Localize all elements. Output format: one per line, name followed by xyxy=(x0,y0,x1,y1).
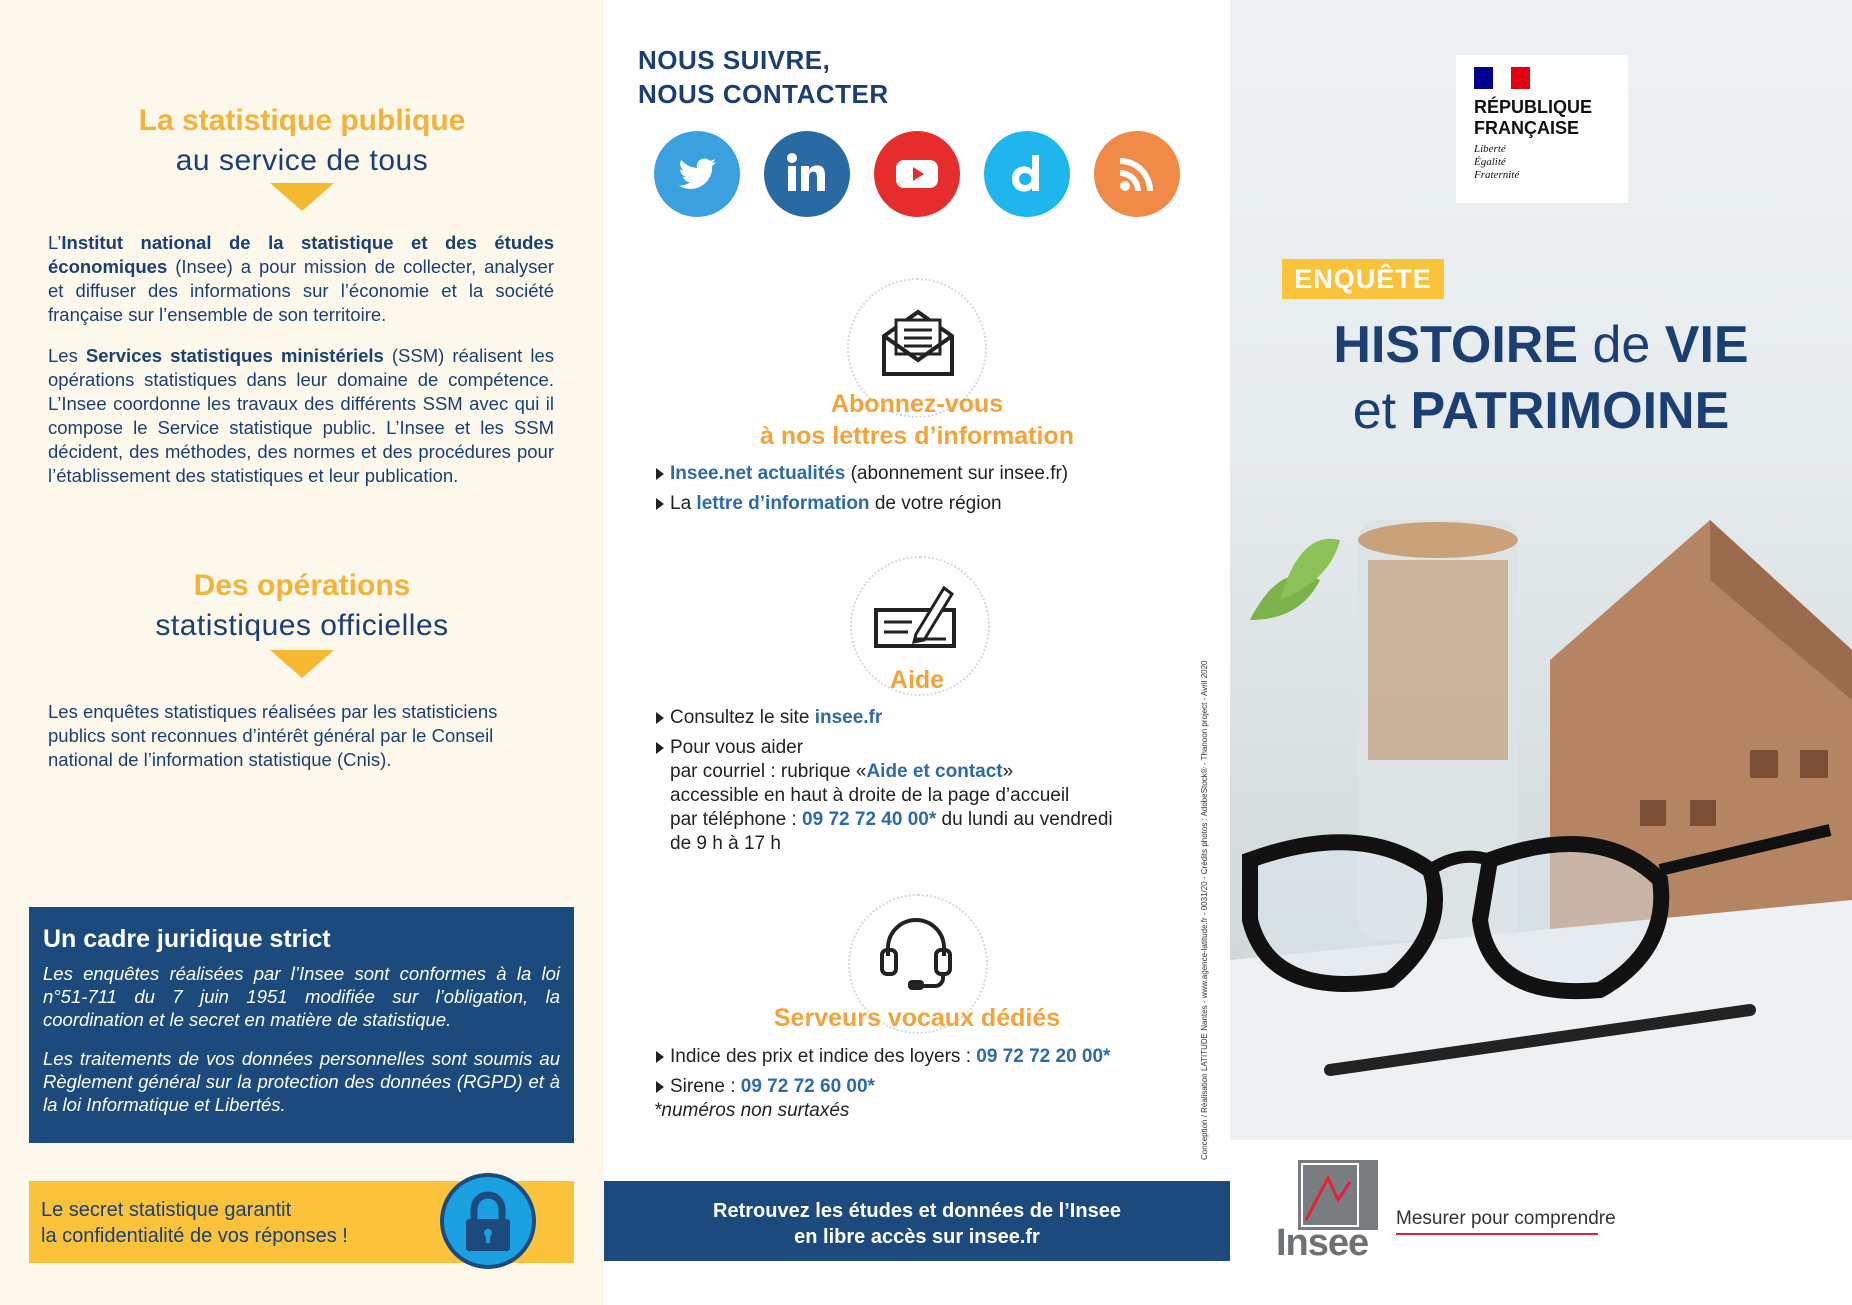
section-title-official-operations xyxy=(0,569,604,643)
rf-line1: RÉPUBLIQUE xyxy=(1474,97,1593,117)
check-signature-icon xyxy=(872,582,958,657)
aide-line: par courriel : rubrique «Aide et contact» xyxy=(670,761,1014,782)
list-item: La lettre d’information de votre région xyxy=(654,492,1214,516)
serveurs-title: Serveurs vocaux dédiés xyxy=(773,1004,1061,1032)
legal-paragraph-2: Les traitements de vos données personnelles sont soumis au Règlement général sur la protection des données (RGPD) et à la loi Informatique et Libertés. xyxy=(43,1048,560,1115)
serveurs-list xyxy=(654,1045,1214,1129)
banner-line2: en libre accès sur insee.fr xyxy=(794,1226,1040,1248)
insee-fr-link[interactable]: insee.fr xyxy=(814,707,883,728)
legal-framework-box xyxy=(29,907,574,1143)
newsletter-list xyxy=(654,462,1214,522)
heading-line2: NOUS CONTACTER xyxy=(638,79,889,109)
legal-title: Un cadre juridique strict xyxy=(43,925,331,953)
credits-text: Conception / Réalisation LATITUDE Nantes - www.agence-latitude.fr - 0031/20 - Crédits photos : AdobeStock® - Thanoon project - Avril 2020 xyxy=(1200,660,1209,1160)
dailymotion-icon[interactable] xyxy=(984,131,1070,217)
list-item: Indice des prix et indice des loyers : 09 72 72 20 00* xyxy=(654,1045,1214,1069)
paragraph-insee-mission: L’Institut national de la statistique et des études économiques (Insee) a pour mission de collecter, analyser et diffuser des informations sur l’économie et la société française sur l’ensemble de son territoire. xyxy=(48,232,554,325)
banner-line1: Retrouvez les études et données de l’Insee xyxy=(713,1200,1121,1222)
phone-sirene-link[interactable]: 09 72 72 60 00* xyxy=(740,1076,875,1097)
republique-francaise-logo xyxy=(1456,55,1628,203)
section-title-line2: statistiques officielles xyxy=(155,609,449,642)
aide-title: Aide xyxy=(889,666,945,694)
aide-line: Pour vous aider xyxy=(670,737,804,758)
rf-motto-2: Égalité xyxy=(1474,156,1506,168)
aide-line: par téléphone : 09 72 72 40 00* du lundi au vendredi xyxy=(670,809,1113,830)
aide-line: accessible en haut à droite de la page d’accueil xyxy=(670,785,1070,806)
rss-icon[interactable] xyxy=(1094,131,1180,217)
newsletter-title-line2: à nos lettres d’information xyxy=(760,422,1074,450)
paragraph-ssm: Les Services statistiques ministériels (SSM) réalisent les opérations statistiques dans leur domaine de compétence. L’Insee coordonne les travaux des différents SSM avec qui il compose le Service statistique public. L’Insee et les SSM décident, des méthodes, des normes et des procédures pour l’établissement des statistiques et leur publication. xyxy=(48,345,555,486)
list-item: Sirene : 09 72 72 60 00* xyxy=(654,1075,1214,1099)
section-title-line2: au service de tous xyxy=(175,144,429,177)
twitter-icon[interactable] xyxy=(654,131,740,217)
list-item: Insee.net actualités (abonnement sur insee.fr) xyxy=(654,462,1214,486)
aide-list xyxy=(654,706,1214,862)
envelope-icon xyxy=(880,308,956,383)
rf-title xyxy=(1474,97,1628,139)
section-title-line1: Des opérations xyxy=(193,569,411,602)
rf-line2: FRANÇAISE xyxy=(1474,118,1580,138)
triangle-down-icon xyxy=(270,650,334,678)
french-flag-icon xyxy=(1474,67,1530,89)
phone-indices-link[interactable]: 09 72 72 20 00* xyxy=(976,1046,1111,1067)
insee-logo xyxy=(1276,1160,1378,1264)
cover-title-line1: HISTOIRE de VIE xyxy=(1333,316,1749,374)
secret-line1: Le secret statistique garantit xyxy=(41,1199,292,1221)
youtube-icon[interactable] xyxy=(874,131,960,217)
newsletter-title xyxy=(604,388,1230,452)
list-item xyxy=(654,736,1214,856)
insee-tagline: Mesurer pour comprendre xyxy=(1396,1208,1616,1229)
headset-icon xyxy=(876,916,956,997)
triangle-down-icon xyxy=(270,183,334,211)
legal-paragraph-1: Les enquêtes réalisées par l’Insee sont conformes à la loi n°51-711 du 7 juin 1951 modifiée sur l’obligation, la coordination et le secret en matière de statistique. xyxy=(43,963,560,1030)
secret-line2: la confidentialité de vos réponses ! xyxy=(41,1225,348,1247)
lock-icon xyxy=(440,1173,536,1269)
phone-link[interactable]: 09 72 72 40 00* xyxy=(802,809,937,830)
insee-net-link[interactable]: Insee.net actualités xyxy=(670,463,846,484)
survey-badge: ENQUÊTE xyxy=(1282,259,1444,299)
heading-line1: NOUS SUIVRE, xyxy=(638,45,831,75)
regional-newsletter-link[interactable]: lettre d’information xyxy=(696,493,870,514)
tagline-underline xyxy=(1396,1233,1598,1235)
insee-wordmark: Insee xyxy=(1276,1222,1369,1264)
section-title-line1: La statistique publique xyxy=(138,104,466,137)
follow-contact-heading xyxy=(638,43,889,111)
section-title-public-statistics xyxy=(0,104,604,178)
linkedin-icon[interactable] xyxy=(764,131,850,217)
list-item: Consultez le site insee.fr xyxy=(654,706,1214,730)
rf-motto-1: Liberté xyxy=(1474,143,1506,155)
open-access-banner xyxy=(604,1181,1230,1261)
rf-motto xyxy=(1474,143,1628,182)
newsletter-title-line1: Abonnez-vous xyxy=(830,390,1004,418)
cover-title-line2: et PATRIMOINE xyxy=(1352,382,1730,440)
aide-contact-link[interactable]: Aide et contact xyxy=(866,761,1003,782)
rf-motto-3: Fraternité xyxy=(1474,169,1520,181)
paragraph-cnis: Les enquêtes statistiques réalisées par les statisticiens publics sont reconnues d’intérêt général par le Conseil national de l’information statistique (Cnis). xyxy=(48,701,498,770)
aide-line: de 9 h à 17 h xyxy=(670,833,781,854)
cover-title xyxy=(1230,312,1852,444)
surcharge-note: *numéros non surtaxés xyxy=(654,1100,850,1121)
